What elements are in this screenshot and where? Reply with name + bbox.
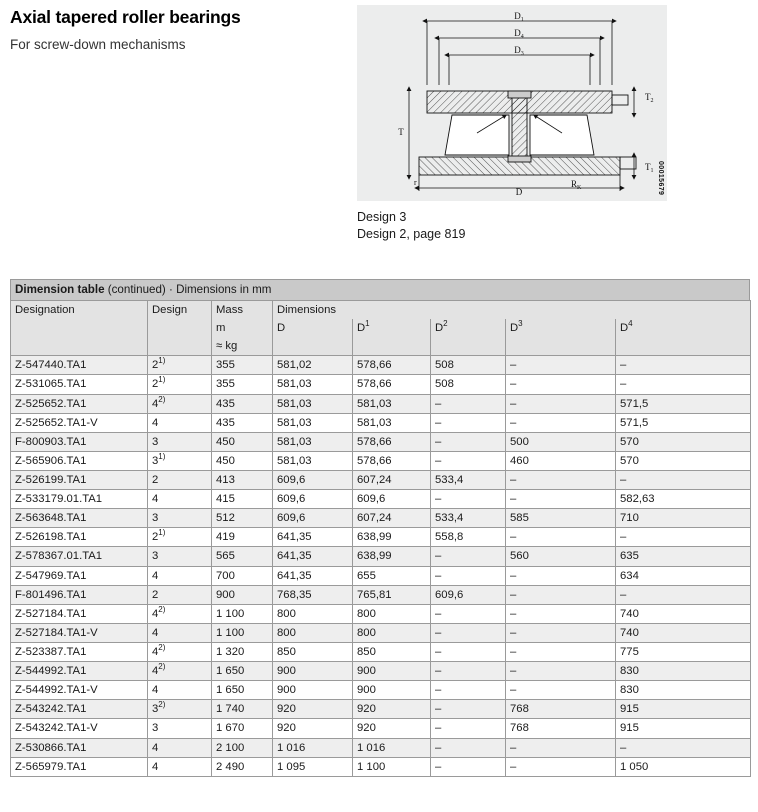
cell-designation: Z-531065.TA1: [11, 375, 148, 394]
cell-D2: –: [431, 757, 506, 776]
cell-D1: 638,99: [353, 528, 431, 547]
cell-mass: 355: [212, 375, 273, 394]
cell-design: 4: [148, 490, 212, 509]
cell-D2: –: [431, 394, 506, 413]
cell-D3: 768: [506, 700, 616, 719]
table-row: [11, 604, 751, 623]
cell-mass: 1 650: [212, 662, 273, 681]
cell-D2: –: [431, 681, 506, 700]
cell-D2: –: [431, 547, 506, 566]
cell-mass: 415: [212, 490, 273, 509]
table-row: [11, 432, 751, 451]
table-data-rows: [11, 356, 751, 776]
col-header-design: Design: [148, 301, 212, 356]
cell-mass: 1 100: [212, 604, 273, 623]
cell-mass: 355: [212, 356, 273, 375]
figure-label-D4: $D_4$: [514, 28, 524, 40]
footnote-marker: 2): [158, 662, 166, 672]
table-band-title: [10, 279, 750, 300]
bearing-cross-section-figure: [357, 5, 667, 201]
cell-D3: –: [506, 585, 616, 604]
cell-D3: –: [506, 356, 616, 375]
cell-D3: –: [506, 738, 616, 757]
table-row: [11, 623, 751, 642]
cell-D: 800: [273, 604, 353, 623]
cell-D4: 710: [616, 509, 751, 528]
cell-design: 3: [148, 547, 212, 566]
cell-D4: 634: [616, 566, 751, 585]
cell-D2: –: [431, 413, 506, 432]
cell-D4: 570: [616, 451, 751, 470]
cell-D: 581,03: [273, 375, 353, 394]
cell-designation: Z-543242.TA1: [11, 700, 148, 719]
page-title: Axial tapered roller bearings: [10, 7, 241, 27]
cell-D4: 775: [616, 642, 751, 661]
table-row: [11, 547, 751, 566]
col-header-D-unit: [273, 337, 353, 356]
cell-design: 3$^{2)}$: [148, 700, 212, 719]
cell-designation: Z-530866.TA1: [11, 738, 148, 757]
cell-mass: 2 100: [212, 738, 273, 757]
table-row: [11, 738, 751, 757]
cell-D: 900: [273, 662, 353, 681]
table-header-row-1: [11, 301, 751, 320]
cell-D: 900: [273, 681, 353, 700]
cell-design: 4: [148, 738, 212, 757]
cell-D4: 582,63: [616, 490, 751, 509]
cell-D4: 571,5: [616, 394, 751, 413]
cell-D1: 607,24: [353, 509, 431, 528]
cell-D1: 581,03: [353, 394, 431, 413]
cell-D2: –: [431, 604, 506, 623]
cell-D2: –: [431, 642, 506, 661]
cell-D4: 571,5: [616, 413, 751, 432]
cell-D2: 508: [431, 356, 506, 375]
cell-D2: –: [431, 738, 506, 757]
col-header-dimensions: Dimensions: [273, 301, 751, 320]
cell-D3: 560: [506, 547, 616, 566]
cell-D4: 1 050: [616, 757, 751, 776]
cell-D1: 1 100: [353, 757, 431, 776]
table-row: [11, 757, 751, 776]
figure-caption-line2: Design 2, page 819: [357, 226, 466, 241]
cell-D4: –: [616, 356, 751, 375]
cell-D3: –: [506, 662, 616, 681]
footnote-marker: 1): [158, 356, 166, 366]
table-row: [11, 490, 751, 509]
cell-D3: –: [506, 528, 616, 547]
cell-design: 2$^{1)}$: [148, 375, 212, 394]
cell-D4: 740: [616, 623, 751, 642]
cell-mass: 512: [212, 509, 273, 528]
cell-D1: 800: [353, 623, 431, 642]
cell-designation: Z-544992.TA1-V: [11, 681, 148, 700]
table-row: [11, 356, 751, 375]
footnote-marker: 2): [158, 604, 166, 614]
figure-label-D1: $D_1$: [514, 11, 524, 23]
footnote-marker: 2): [158, 394, 166, 404]
cell-D2: 508: [431, 375, 506, 394]
col-header-mass-symbol: m: [212, 319, 273, 337]
cell-D4: 830: [616, 681, 751, 700]
footnote-marker: 1): [158, 452, 166, 462]
cell-D2: –: [431, 623, 506, 642]
cell-D4: 635: [616, 547, 751, 566]
cell-D3: –: [506, 413, 616, 432]
cell-D3: 500: [506, 432, 616, 451]
cell-D2: –: [431, 566, 506, 585]
table-band-rest: (continued) · Dimensions in mm: [104, 283, 272, 296]
table-row: [11, 681, 751, 700]
cell-design: 2: [148, 585, 212, 604]
cell-D: 768,35: [273, 585, 353, 604]
col-header-D3: $D^3$: [506, 319, 616, 337]
table-row: [11, 394, 751, 413]
cell-design: 4$^{2)}$: [148, 604, 212, 623]
cell-designation: Z-565979.TA1: [11, 757, 148, 776]
cell-designation: Z-525652.TA1-V: [11, 413, 148, 432]
cell-D2: 533,4: [431, 509, 506, 528]
page-header: [10, 8, 350, 53]
cell-D4: 740: [616, 604, 751, 623]
cell-mass: 435: [212, 413, 273, 432]
cell-D3: 768: [506, 719, 616, 738]
cell-D: 581,03: [273, 451, 353, 470]
cell-mass: 419: [212, 528, 273, 547]
dimension-table: [10, 300, 751, 777]
figure-label-r: r: [414, 178, 417, 187]
cell-D: 1 095: [273, 757, 353, 776]
cell-mass: 900: [212, 585, 273, 604]
cell-mass: 700: [212, 566, 273, 585]
cell-D4: –: [616, 585, 751, 604]
cell-D3: 585: [506, 509, 616, 528]
col-header-D2-unit: [431, 337, 506, 356]
cell-D3: –: [506, 623, 616, 642]
cell-designation: Z-547440.TA1: [11, 356, 148, 375]
cell-D: 920: [273, 700, 353, 719]
cell-designation: Z-578367.01.TA1: [11, 547, 148, 566]
cell-mass: 565: [212, 547, 273, 566]
figure-label-RK: $R_K$: [571, 179, 582, 191]
cell-D4: –: [616, 470, 751, 489]
dimension-table-block: [10, 279, 750, 777]
cell-D: 920: [273, 719, 353, 738]
col-header-D1: $D^1$: [353, 319, 431, 337]
cell-design: 4: [148, 566, 212, 585]
cell-design: 2$^{1)}$: [148, 356, 212, 375]
col-header-D: D: [273, 319, 353, 337]
cell-design: 3$^{1)}$: [148, 451, 212, 470]
cell-D3: –: [506, 757, 616, 776]
col-header-D4: $D^4$: [616, 319, 751, 337]
table-row: [11, 719, 751, 738]
figure-code: 00015679: [657, 160, 664, 195]
cell-designation: Z-526199.TA1: [11, 470, 148, 489]
cell-D4: 570: [616, 432, 751, 451]
cell-D: 581,03: [273, 394, 353, 413]
cell-mass: 435: [212, 394, 273, 413]
cell-design: 3: [148, 719, 212, 738]
cell-D4: 830: [616, 662, 751, 681]
cell-D2: –: [431, 719, 506, 738]
cell-mass: 1 740: [212, 700, 273, 719]
cell-D: 641,35: [273, 566, 353, 585]
cell-D1: 578,66: [353, 356, 431, 375]
page-subtitle: For screw-down mechanisms: [10, 37, 186, 53]
cell-design: 2$^{1)}$: [148, 528, 212, 547]
footnote-marker: 1): [158, 528, 166, 538]
cell-mass: 450: [212, 432, 273, 451]
cell-D1: 581,03: [353, 413, 431, 432]
table-row: [11, 662, 751, 681]
table-row: [11, 642, 751, 661]
table-row: [11, 700, 751, 719]
cell-designation: Z-547969.TA1: [11, 566, 148, 585]
table-row: [11, 509, 751, 528]
cell-D4: 915: [616, 700, 751, 719]
figure-label-D: D: [515, 187, 523, 197]
cell-D1: 609,6: [353, 490, 431, 509]
cell-mass: 1 670: [212, 719, 273, 738]
table-band-bold: Dimension table: [15, 283, 105, 296]
table-row: [11, 375, 751, 394]
figure-label-T1: $T_1$: [645, 162, 654, 174]
cell-D2: –: [431, 451, 506, 470]
cell-D: 800: [273, 623, 353, 642]
cell-D: 641,35: [273, 528, 353, 547]
cell-D: 609,6: [273, 470, 353, 489]
cell-D1: 578,66: [353, 451, 431, 470]
table-row: [11, 528, 751, 547]
figure-label-T: T: [398, 127, 404, 137]
figure-caption-line1: Design 3: [357, 210, 407, 224]
cell-designation: Z-525652.TA1: [11, 394, 148, 413]
cell-D1: 800: [353, 604, 431, 623]
cell-design: 4: [148, 623, 212, 642]
cell-D2: –: [431, 662, 506, 681]
cell-design: 3: [148, 432, 212, 451]
cell-D2: 558,8: [431, 528, 506, 547]
cell-designation: F-800903.TA1: [11, 432, 148, 451]
cell-designation: F-801496.TA1: [11, 585, 148, 604]
cell-D1: 765,81: [353, 585, 431, 604]
cell-mass: 450: [212, 451, 273, 470]
cell-D: 581,03: [273, 413, 353, 432]
cell-designation: Z-565906.TA1: [11, 451, 148, 470]
cell-D1: 900: [353, 662, 431, 681]
table-row: [11, 470, 751, 489]
cell-D: 581,02: [273, 356, 353, 375]
cell-design: 4: [148, 757, 212, 776]
cell-designation: Z-563648.TA1: [11, 509, 148, 528]
cell-D: 641,35: [273, 547, 353, 566]
cell-D2: –: [431, 432, 506, 451]
col-header-D1-unit: [353, 337, 431, 356]
cell-D3: –: [506, 681, 616, 700]
footnote-marker: 1): [158, 375, 166, 385]
table-row: [11, 585, 751, 604]
col-header-mass-unit: ≈ kg: [212, 337, 273, 356]
figure-caption: [357, 209, 667, 243]
cell-designation: Z-526198.TA1: [11, 528, 148, 547]
cell-designation: Z-544992.TA1: [11, 662, 148, 681]
cell-D2: 609,6: [431, 585, 506, 604]
col-header-D3-unit: [506, 337, 616, 356]
figure-label-T2: $T_2$: [645, 92, 654, 104]
cell-D1: 850: [353, 642, 431, 661]
footnote-marker: 2): [158, 700, 166, 710]
cell-D3: –: [506, 375, 616, 394]
table-row: [11, 566, 751, 585]
cell-D: 609,6: [273, 509, 353, 528]
footnote-marker: 2): [158, 643, 166, 653]
cell-designation: Z-527184.TA1-V: [11, 623, 148, 642]
cell-D3: –: [506, 566, 616, 585]
cell-design: 4$^{2)}$: [148, 662, 212, 681]
cell-design: 4$^{2)}$: [148, 394, 212, 413]
cell-D4: 915: [616, 719, 751, 738]
cell-D1: 578,66: [353, 375, 431, 394]
cell-D4: –: [616, 375, 751, 394]
figure-label-D3: $D_3$: [514, 45, 524, 57]
cell-designation: Z-527184.TA1: [11, 604, 148, 623]
cell-D1: 578,66: [353, 432, 431, 451]
cell-D: 850: [273, 642, 353, 661]
cell-D3: –: [506, 604, 616, 623]
cell-mass: 1 100: [212, 623, 273, 642]
table-body: [11, 301, 751, 356]
cell-design: 4: [148, 681, 212, 700]
cell-D2: –: [431, 490, 506, 509]
cell-design: 2: [148, 470, 212, 489]
cell-mass: 2 490: [212, 757, 273, 776]
cell-D3: 460: [506, 451, 616, 470]
col-header-mass: Mass: [212, 301, 273, 320]
cell-D1: 1 016: [353, 738, 431, 757]
col-header-D2: $D^2$: [431, 319, 506, 337]
col-header-D4-unit: [616, 337, 751, 356]
cell-D1: 607,24: [353, 470, 431, 489]
figure-block: [357, 5, 667, 243]
cell-D1: 920: [353, 719, 431, 738]
cell-design: 4: [148, 413, 212, 432]
table-row: [11, 451, 751, 470]
cell-D: 609,6: [273, 490, 353, 509]
cell-D3: –: [506, 490, 616, 509]
cell-D4: –: [616, 528, 751, 547]
cell-D1: 920: [353, 700, 431, 719]
col-header-designation: Designation: [11, 301, 148, 356]
table-row: [11, 413, 751, 432]
cell-designation: Z-533179.01.TA1: [11, 490, 148, 509]
cell-design: 4$^{2)}$: [148, 642, 212, 661]
cell-D3: –: [506, 394, 616, 413]
cell-D: 1 016: [273, 738, 353, 757]
cell-D1: 655: [353, 566, 431, 585]
cell-designation: Z-523387.TA1: [11, 642, 148, 661]
cell-mass: 1 320: [212, 642, 273, 661]
cell-D1: 900: [353, 681, 431, 700]
cell-mass: 1 650: [212, 681, 273, 700]
cell-D2: –: [431, 700, 506, 719]
cell-designation: Z-543242.TA1-V: [11, 719, 148, 738]
cell-D: 581,03: [273, 432, 353, 451]
cell-D4: –: [616, 738, 751, 757]
cell-mass: 413: [212, 470, 273, 489]
cell-D1: 638,99: [353, 547, 431, 566]
cell-D3: –: [506, 642, 616, 661]
cell-design: 3: [148, 509, 212, 528]
cell-D2: 533,4: [431, 470, 506, 489]
bearing-diagram-svg: [357, 5, 667, 201]
cell-D3: –: [506, 470, 616, 489]
